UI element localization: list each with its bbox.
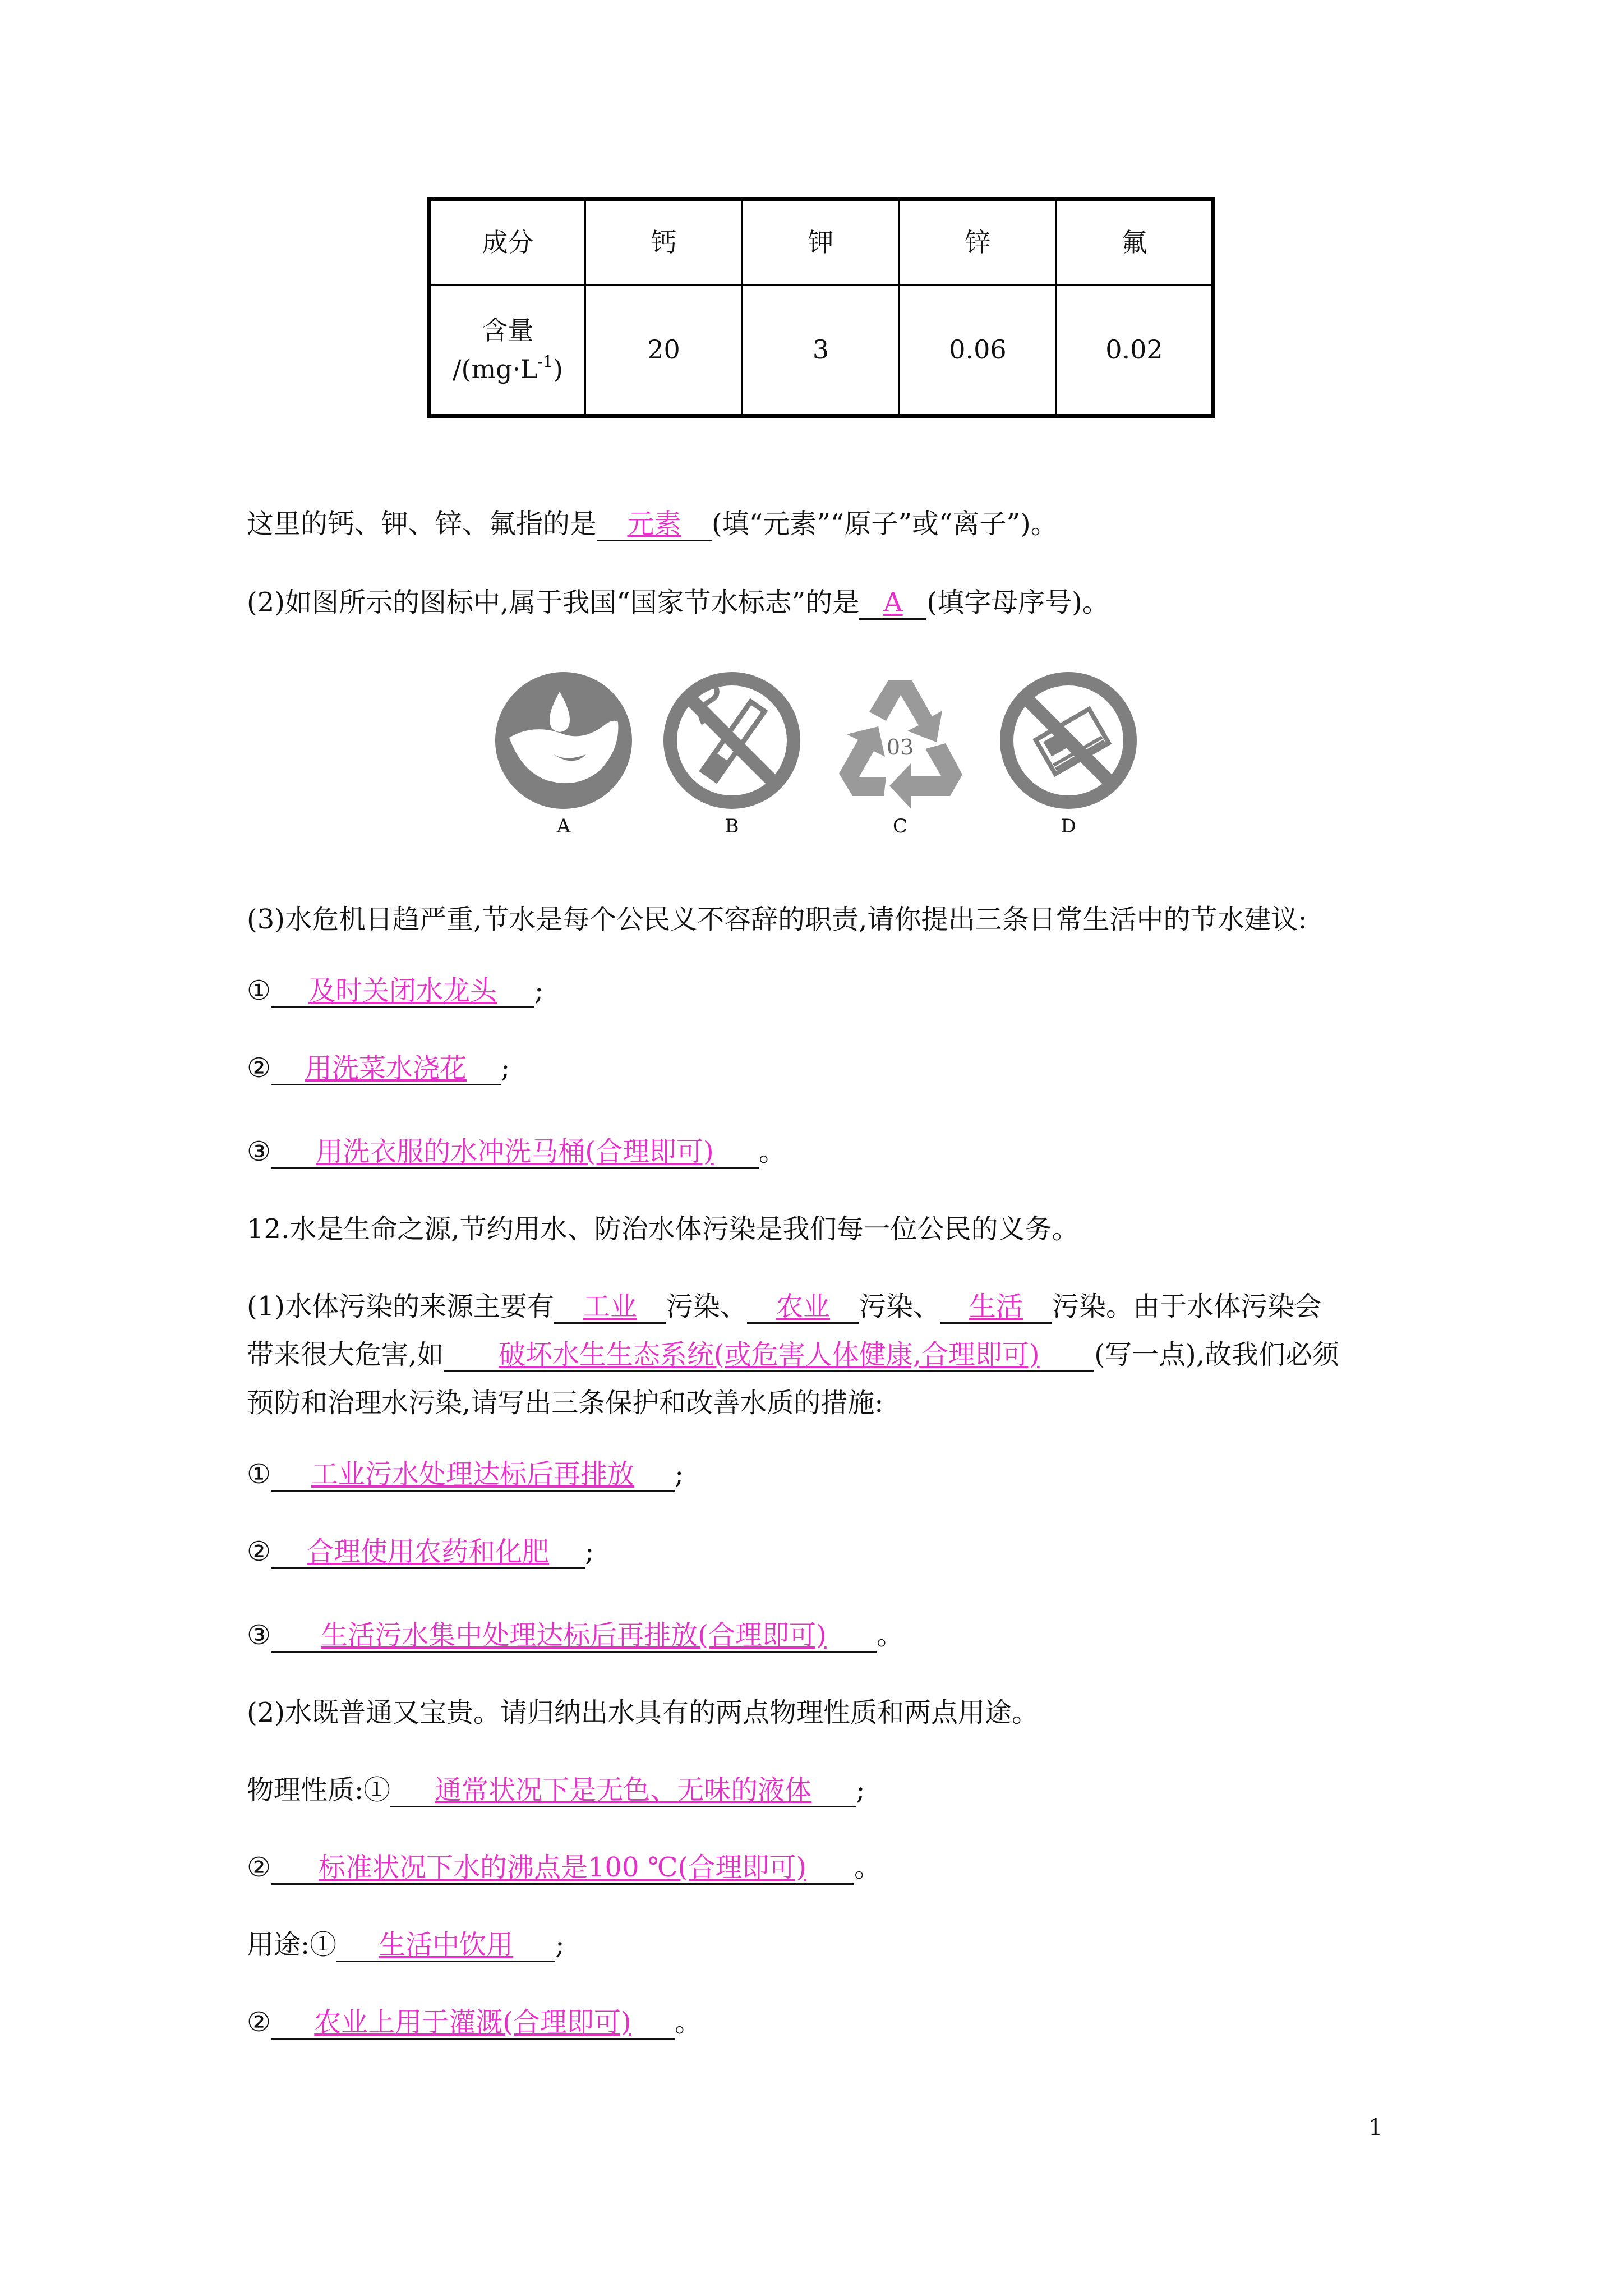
use-label: 用途:① (247, 1929, 337, 1961)
q12-item-1-answer: 工业污水处理达标后再排放 (311, 1458, 635, 1490)
q12-p2 (247, 1333, 1339, 1372)
q12-item-2-blank (271, 1536, 585, 1569)
item-end: ; (555, 1929, 565, 1961)
table-row-label (430, 285, 585, 416)
table-cell: 0.02 (1057, 285, 1214, 416)
q3-answer-1-blank (271, 976, 534, 1008)
q12-phys2-blank (271, 1852, 854, 1885)
q12-phys-2 (247, 1846, 881, 1885)
icon-label-b: B (725, 815, 739, 838)
q3-answer-1: 及时关闭水龙头 (308, 975, 497, 1006)
q2-suffix: (填字母序号)。 (926, 587, 1109, 618)
row-label-line1: 含量 (482, 315, 534, 346)
q12-phys2: 标准状况下水的沸点是100 ℃(合理即可) (319, 1852, 807, 1883)
q2-line (247, 581, 1109, 620)
q12-use2-blank (271, 2007, 675, 2040)
q3-stem: (3)水危机日趋严重,节水是每个公民义不容辞的职责,请你提出三条日常生活中的节水建议: (247, 904, 1307, 935)
composition-table (427, 197, 1215, 418)
q12-use2: 农业上用于灌溉(合理即可) (314, 2007, 631, 2038)
q1-answer-blank (597, 509, 712, 541)
page-number: 1 (1368, 2115, 1383, 2141)
q12-ans1: 工业 (583, 1291, 637, 1322)
q12-item-2 (247, 1536, 594, 1569)
item-end: ; (534, 975, 544, 1006)
item-mark: ③ (247, 1136, 271, 1167)
q12-phys-1 (247, 1768, 865, 1807)
q12-use1-blank (336, 1930, 555, 1962)
table-cell: 0.06 (900, 285, 1057, 416)
item-mark: ② (247, 1052, 271, 1084)
q12-ans2-blank (747, 1291, 859, 1324)
item-mark: ① (247, 975, 271, 1006)
q1-answer: 元素 (627, 508, 681, 540)
q12-ans4: 破坏水生生态系统(或危害人体健康,合理即可) (498, 1339, 1040, 1370)
recycle-number: 03 (886, 735, 914, 760)
item-end: ; (501, 1052, 510, 1084)
table-cell: 成分 (430, 200, 585, 285)
q12-item-2-answer: 合理使用农药和化肥 (307, 1536, 550, 1567)
item-mark: ② (247, 2007, 271, 2038)
q12-p2-a: 带来很大危害,如 (247, 1339, 444, 1370)
table-cell: 钾 (743, 200, 900, 285)
item-end: 。 (759, 1136, 786, 1167)
water-saving-icon (494, 670, 634, 811)
q12-item-3-blank (271, 1620, 877, 1653)
q12-ans4-blank (444, 1340, 1094, 1372)
q12-item-1-blank (271, 1459, 675, 1492)
row-label-line2 (431, 350, 584, 389)
q12-use1: 生活中饮用 (379, 1929, 514, 1961)
no-matches-icon (998, 670, 1138, 811)
unit-close: ) (553, 353, 563, 384)
table-row (430, 285, 1214, 416)
item-mark: ② (247, 1852, 271, 1883)
q12-p1 (247, 1285, 1321, 1324)
unit-text: /(mg·L (453, 353, 538, 384)
q2-answer-blank (859, 587, 926, 620)
q3-answer-2-blank (271, 1053, 501, 1085)
table-cell: 3 (743, 285, 900, 416)
item-mark: ② (247, 1536, 271, 1567)
q12-p1-b: 污染、 (666, 1291, 748, 1322)
no-smoking-icon (662, 670, 802, 811)
item-mark: ① (247, 1458, 271, 1490)
q12-item-1 (247, 1458, 684, 1492)
table-header-row (430, 200, 1214, 285)
icon-label-d: D (1061, 815, 1076, 838)
q12-use-2 (247, 2000, 702, 2040)
q12-p1-c: 污染、 (859, 1291, 940, 1322)
q12-p1-d: 污染。由于水体污染会 (1052, 1291, 1322, 1322)
q1-prefix: 这里的钙、钾、锌、氟指的是 (247, 508, 597, 540)
item-end: 。 (877, 1619, 904, 1651)
table-cell: 钙 (585, 200, 743, 285)
q12-title: 12.水是生命之源,节约用水、防治水体污染是我们每一位公民的义务。 (247, 1213, 1079, 1245)
table-cell: 20 (585, 285, 743, 416)
q12-ans2: 农业 (776, 1291, 831, 1322)
item-end: 。 (675, 2007, 702, 2038)
q12-phys1: 通常状况下是无色、无味的液体 (435, 1774, 812, 1806)
recycle-icon (830, 670, 970, 811)
item-end: ; (856, 1774, 865, 1806)
q2-prefix: (2)如图所示的图标中,属于我国“国家节水标志”的是 (247, 587, 860, 618)
q2-answer: A (883, 587, 903, 618)
q12-ans3: 生活 (969, 1291, 1023, 1322)
q12-p3: 预防和治理水污染,请写出三条保护和改善水质的措施: (247, 1387, 884, 1419)
q12-item-3-answer: 生活污水集中处理达标后再排放(合理即可) (321, 1619, 827, 1651)
q3-item-1 (247, 975, 543, 1008)
q1-suffix: (填“元素”“原子”或“离子”)。 (712, 508, 1058, 540)
item-end: 。 (854, 1852, 882, 1883)
item-end: ; (675, 1458, 684, 1490)
q3-answer-3: 用洗衣服的水冲洗马桶(合理即可) (316, 1136, 714, 1167)
q3-item-3 (247, 1130, 786, 1169)
icon-label-c: C (892, 815, 907, 838)
q12-phys1-blank (390, 1775, 856, 1807)
unit-sup: -1 (537, 352, 553, 371)
icon-label-a: A (556, 815, 571, 838)
q3-item-2 (247, 1052, 510, 1085)
q12-use-1 (247, 1923, 564, 1962)
q3-answer-2: 用洗菜水浇花 (305, 1052, 467, 1084)
item-end: ; (585, 1536, 594, 1567)
q12-p1-a: (1)水体污染的来源主要有 (247, 1291, 554, 1322)
q12-p2-b: (写一点),故我们必须 (1094, 1339, 1339, 1370)
q3-answer-3-blank (271, 1137, 759, 1169)
q1-line (247, 502, 1058, 541)
item-mark: ③ (247, 1619, 271, 1651)
sign-icons (494, 670, 1138, 839)
table-cell: 锌 (900, 200, 1057, 285)
q12-part2: (2)水既普通又宝贵。请归纳出水具有的两点物理性质和两点用途。 (247, 1697, 1039, 1728)
q12-ans3-blank (940, 1291, 1052, 1324)
phys-label: 物理性质:① (247, 1774, 391, 1806)
table-cell: 氟 (1057, 200, 1214, 285)
q12-ans1-blank (554, 1291, 666, 1324)
q12-item-3 (247, 1613, 903, 1653)
